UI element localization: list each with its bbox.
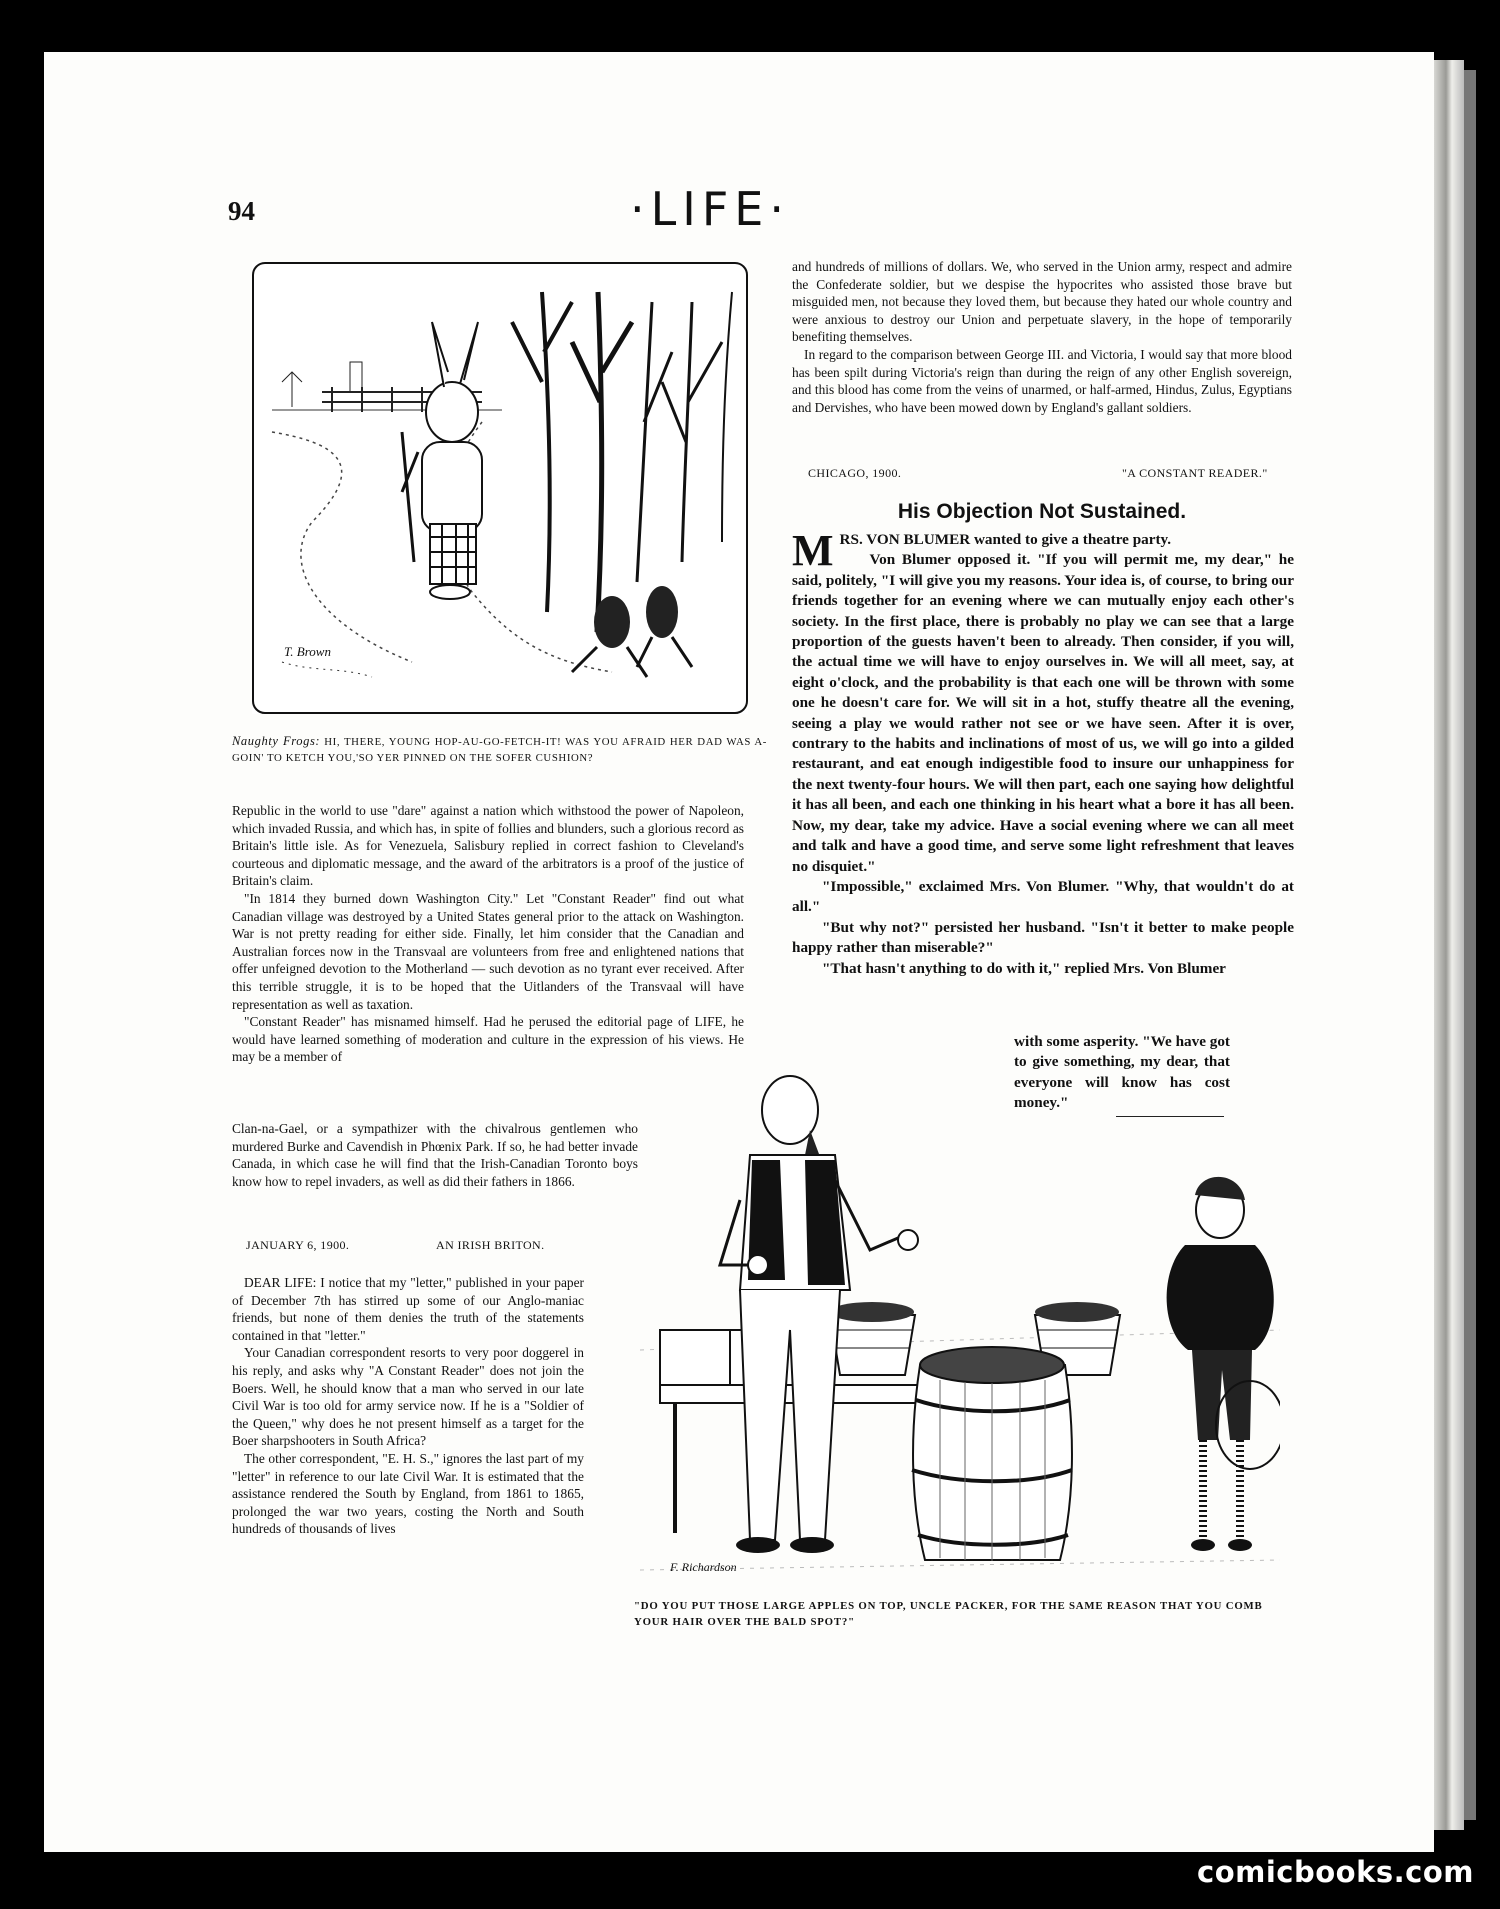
- grocer-boy-illustration: [640, 1030, 1280, 1600]
- story-paragraph-5b: with some asperity. "We have got to give something, my dear, that everyone will know has cost money.": [1014, 1033, 1230, 1112]
- story-paragraph-3: "Impossible," exclaimed Mrs. Von Blumer. "Why, that wouldn't do at all.": [792, 877, 1294, 916]
- story-headline: His Objection Not Sustained.: [897, 500, 1187, 523]
- left-paragraph-6: The other correspondent, "E. H. S.," ignores the last part of my "letter" in reference to our late Civil War. It is estimated that the assistance rendered the South by England, from 1861 to 1865, prolonged the war two years, costing the North and South hundreds of thousands of lives: [232, 1450, 584, 1537]
- signature-reader: "A CONSTANT READER.": [1122, 466, 1268, 480]
- irish-briton-signature: [246, 1238, 636, 1253]
- left-column-middle: [232, 1120, 638, 1190]
- left-paragraph-5: Your Canadian correspondent resorts to very poor doggerel in his reply, and asks why "A Constant Reader" does not join the Boers. Well, he should know that a man who served in our late Civil War is too old for army service now. If he is a "Soldier of the Queen," why does he not present himself as a target for the Boer sharpshooters in South Africa?: [232, 1345, 584, 1449]
- signature-place: CHICAGO, 1900.: [808, 466, 902, 480]
- dropcap: M: [792, 526, 834, 575]
- left-column-lower: [232, 1274, 584, 1538]
- left-paragraph-3a: "Constant Reader" has misnamed himself. Had he perused the editorial page of LIFE, he would have learned something of moderation and culture in the expression of his views. He may be a member of: [232, 1014, 744, 1065]
- left-paragraph-3b: Clan-na-Gael, or a sympathizer with the chivalrous gentlemen who murdered Burke and Cavendish in Phœnix Park. If so, he had better invade Canada, in which case he will find that the Irish-Canadian Toronto boys know how to repel invaders, as well as did their fathers in 1866.: [232, 1121, 638, 1189]
- masthead-title: ·LIFE·: [630, 182, 790, 236]
- signature-date: JANUARY 6, 1900.: [246, 1238, 350, 1252]
- right-paragraph-1: and hundreds of millions of dollars. We, who served in the Union army, respect and admire the Confederate soldier, but we despise the hypocrites who assisted those brave but misguided men, not because they loved them, but because they hated our whole country and were anxious to destroy our Union and perpetuate slavery, in the hope of temporarily benefiting themselves.: [792, 259, 1292, 345]
- grocer-boy-drawing: [640, 1030, 1280, 1600]
- story-paragraph-5a: "That hasn't anything to do with it," replied Mrs. Von Blumer: [822, 959, 1226, 977]
- page-number: 94: [228, 196, 255, 226]
- signature-name: AN IRISH BRITON.: [436, 1238, 545, 1252]
- story-paragraph-4: "But why not?" persisted her husband. "Isn't it better to make people happy rather than miserable?": [792, 918, 1294, 957]
- left-paragraph-2: "In 1814 they burned down Washington City." Let "Constant Reader" find out what Canadian village was destroyed by a United States general prior to the attack on Washington. War is not pretty reading for either side. Finally, let him consider that the Canadian and Australian forces now in the Transvaal are volunteers from free and enlightened nations that offer unfeigned devotion to the Motherland — such devotion as no tyrant ever received. After this terrible struggle, it is to be hoped that the Uitlanders of the Transvaal will have representation as well as taxation.: [232, 890, 744, 1012]
- site-watermark: comicbooks.com: [1197, 1855, 1474, 1889]
- constant-reader-signature: [808, 466, 1288, 481]
- story-paragraph-1: RS. VON BLUMER wanted to give a theatre party.: [839, 531, 1172, 548]
- cartoon2-signature: F. Richardson: [670, 1560, 737, 1574]
- left-column-upper: [232, 802, 744, 1066]
- cartoon1-caption: [232, 733, 767, 766]
- story-paragraph-2: Von Blumer opposed it. "If you will permit me, my dear," he said, politely, "I will give you my reasons. Your idea is, of course, to bring our friends together for an evening where we can mutually enjoy each other's society. In the first place, there is probably no play we can see that a large proportion of the guests haven't been to already. Then consider, if you will, the actual time we will have to enjoy ourselves in. We will all meet, say, at eight o'clock, and the probability is that each one will be thrown with some one he doesn't care for. We will sit in a hot, stuffy theatre all the evening, seeing a play we would rather not see or we have seen. After it is over, contrary to the habits and inclinations of most of us, we will go into a gilded restaurant, and eat enough indigestible food to insure our unhappiness for the next twenty-four hours. We will then part, each one saying how delightful it has all been, and each one thinking in his heart what a bore it has all been. Now, my dear, take my advice. Have a social evening where we can all meet and talk and have a good time, and serve some light refreshment that leaves no disquiet.": [792, 551, 1294, 875]
- rabbit-frogs-illustration: [252, 262, 748, 714]
- right-paragraph-2: In regard to the comparison between George III. and Victoria, I would say that more blood has been spilt during Victoria's reign than during the reign of any other English sovereign, and this blood has come from the veins of unarmed, or half-armed, Hindus, Zulus, Egyptians and Dervishes, who have been mowed down by England's gallant soldiers.: [792, 346, 1292, 415]
- story-body: [792, 526, 1294, 979]
- left-paragraph-4: DEAR LIFE: I notice that my "letter," published in your paper of December 7th has stirred up some of our Anglo-maniac friends, but none of them denies the truth of the statements contained in that "letter.": [232, 1275, 584, 1343]
- cartoon1-caption-text: HI, THERE, YOUNG HOP-AU-GO-FETCH-IT! WAS YOU AFRAID HER DAD WAS A-GOIN' TO KETCH YOU,'SO YER PINNED ON THE SOFER CUSHION?: [232, 736, 767, 764]
- page-edge: [1434, 60, 1464, 1830]
- cartoon1-signature: T. Brown: [284, 644, 331, 659]
- cartoon1-caption-lead: Naughty Frogs:: [232, 734, 321, 748]
- cartoon2-caption: "DO YOU PUT THOSE LARGE APPLES ON TOP, UNCLE PACKER, FOR THE SAME REASON THAT YOU COMB YOUR HAIR OVER THE BALD SPOT?": [634, 1600, 1263, 1628]
- left-paragraph-1: Republic in the world to use "dare" against a nation which withstood the power of Napoleon, which invaded Russia, and which has, in spite of follies and blunders, such a glorious record as Britain's little isle. As for Venezuela, Salisbury replied in correct fashion to Cleveland's courteous and diplomatic message, and the award of the arbitrators is a proof of the justice of Britain's claim.: [232, 803, 744, 889]
- right-column-letter: [792, 258, 1292, 416]
- page-edge-shadow: [1464, 70, 1476, 1820]
